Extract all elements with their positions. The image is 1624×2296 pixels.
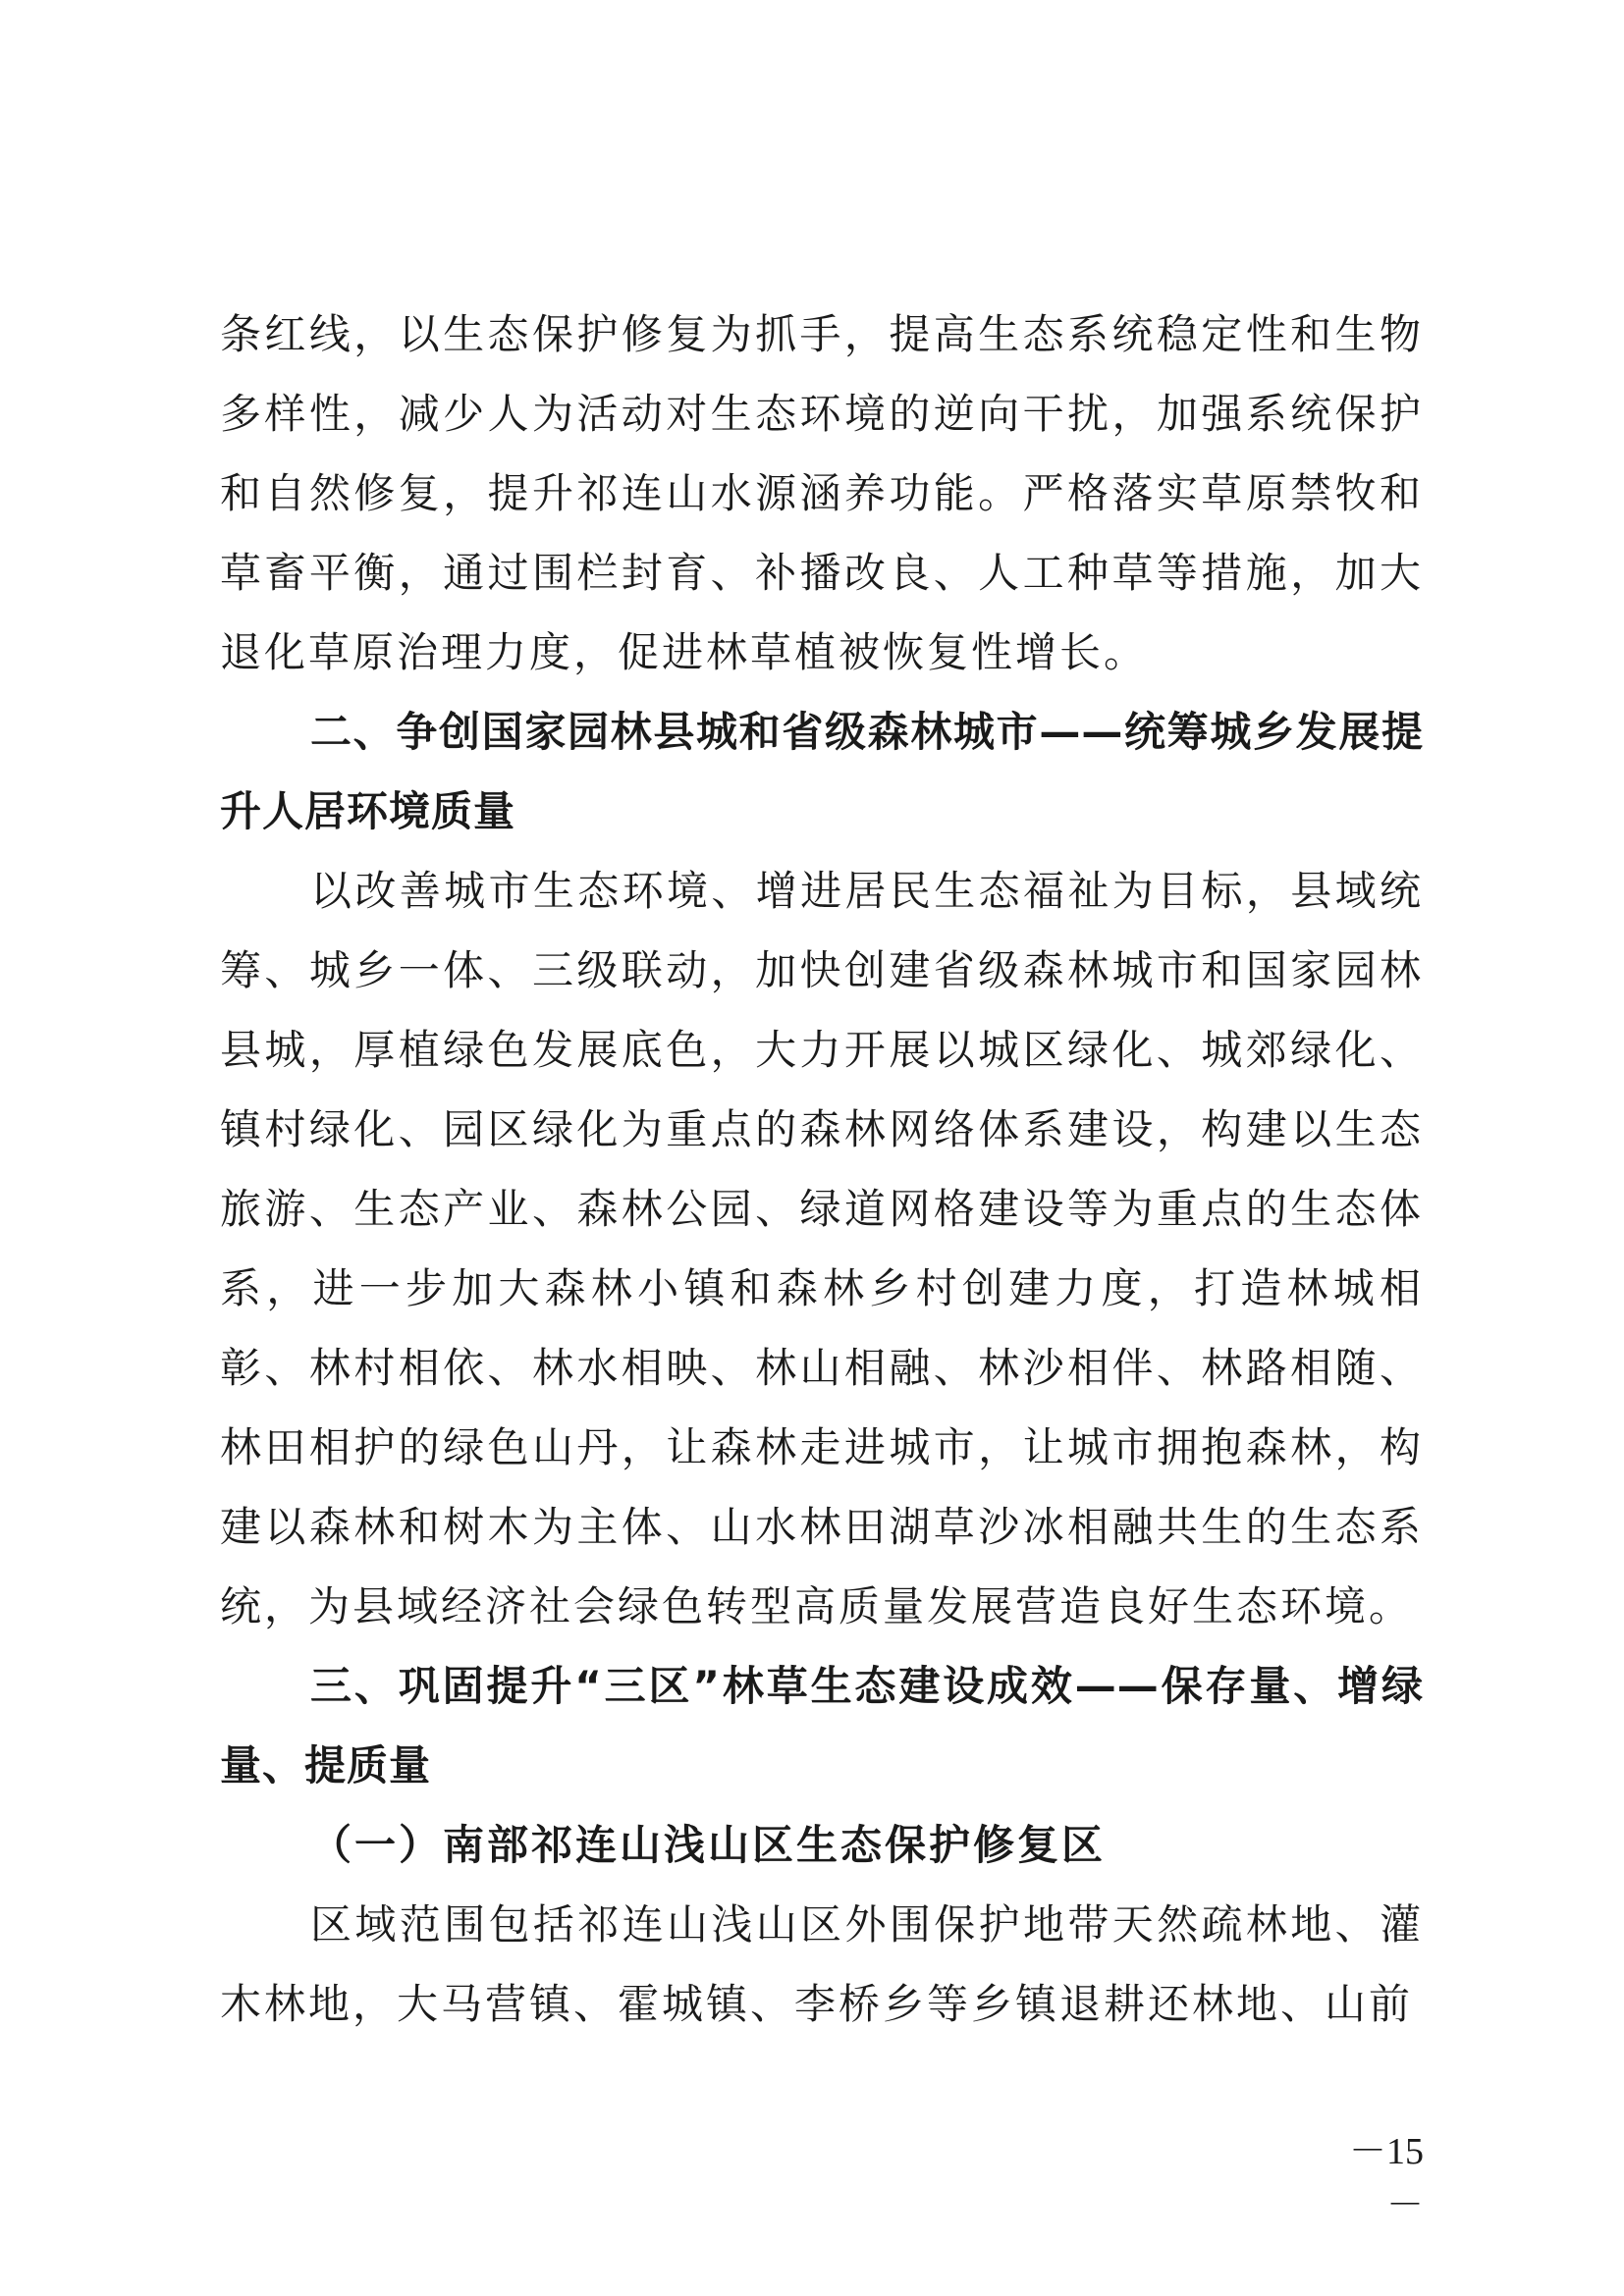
body-paragraph-continuation: 条红线，以生态保护修复为抓手，提高生态系统稳定性和生物多样性，减少人为活动对生态环境的逆向干扰，加强系统保护和自然修复，提升祁连山水源涵养功能。严格落实草原禁牧和草畜平衡，通过围栏封育、补播改良、人工种草等措施，加大退化草原治理力度，促进林草植被恢复性增长。 xyxy=(220,310,1424,676)
body-paragraph-region-scope: 区域范围包括祁连山浅山区外围保护地带天然疏林地、灌木林地，大马营镇、霍城镇、李桥乡等乡镇退耕还林地、山前 xyxy=(220,1900,1424,2028)
page-content xyxy=(220,294,1424,2044)
page-number: －15－ xyxy=(1348,2131,1424,2226)
body-paragraph-forest-city: 以改善城市生态环境、增进居民生态福祉为目标，县域统筹、城乡一体、三级联动，加快创建省级森林城市和国家园林县城，厚植绿色发展底色，大力开展以城区绿化、城郊绿化、镇村绿化、园区绿化为重点的森林网络体系建设，构建以生态旅游、生态产业、森林公园、绿道网格建设等为重点的生态体系，进一步加大森林小镇和森林乡村创建力度，打造林城相彰、林村相依、林水相映、林山相融、林沙相伴、林路相随、林田相护的绿色山丹，让森林走进城市，让城市拥抱森林，构建以森林和树木为主体、山水林田湖草沙冰相融共生的生态系统，为县域经济社会绿色转型高质量发展营造良好生态环境。 xyxy=(220,867,1424,1630)
section-heading-three: 三、巩固提升“三区”林草生态建设成效——保存量、增绿量、提质量 xyxy=(220,1662,1424,1789)
subsection-heading-one: （一）南部祁连山浅山区生态保护修复区 xyxy=(310,1821,1107,1869)
section-heading-two: 二、争创国家园林县城和省级森林城市——统筹城乡发展提升人居环境质量 xyxy=(220,708,1424,835)
